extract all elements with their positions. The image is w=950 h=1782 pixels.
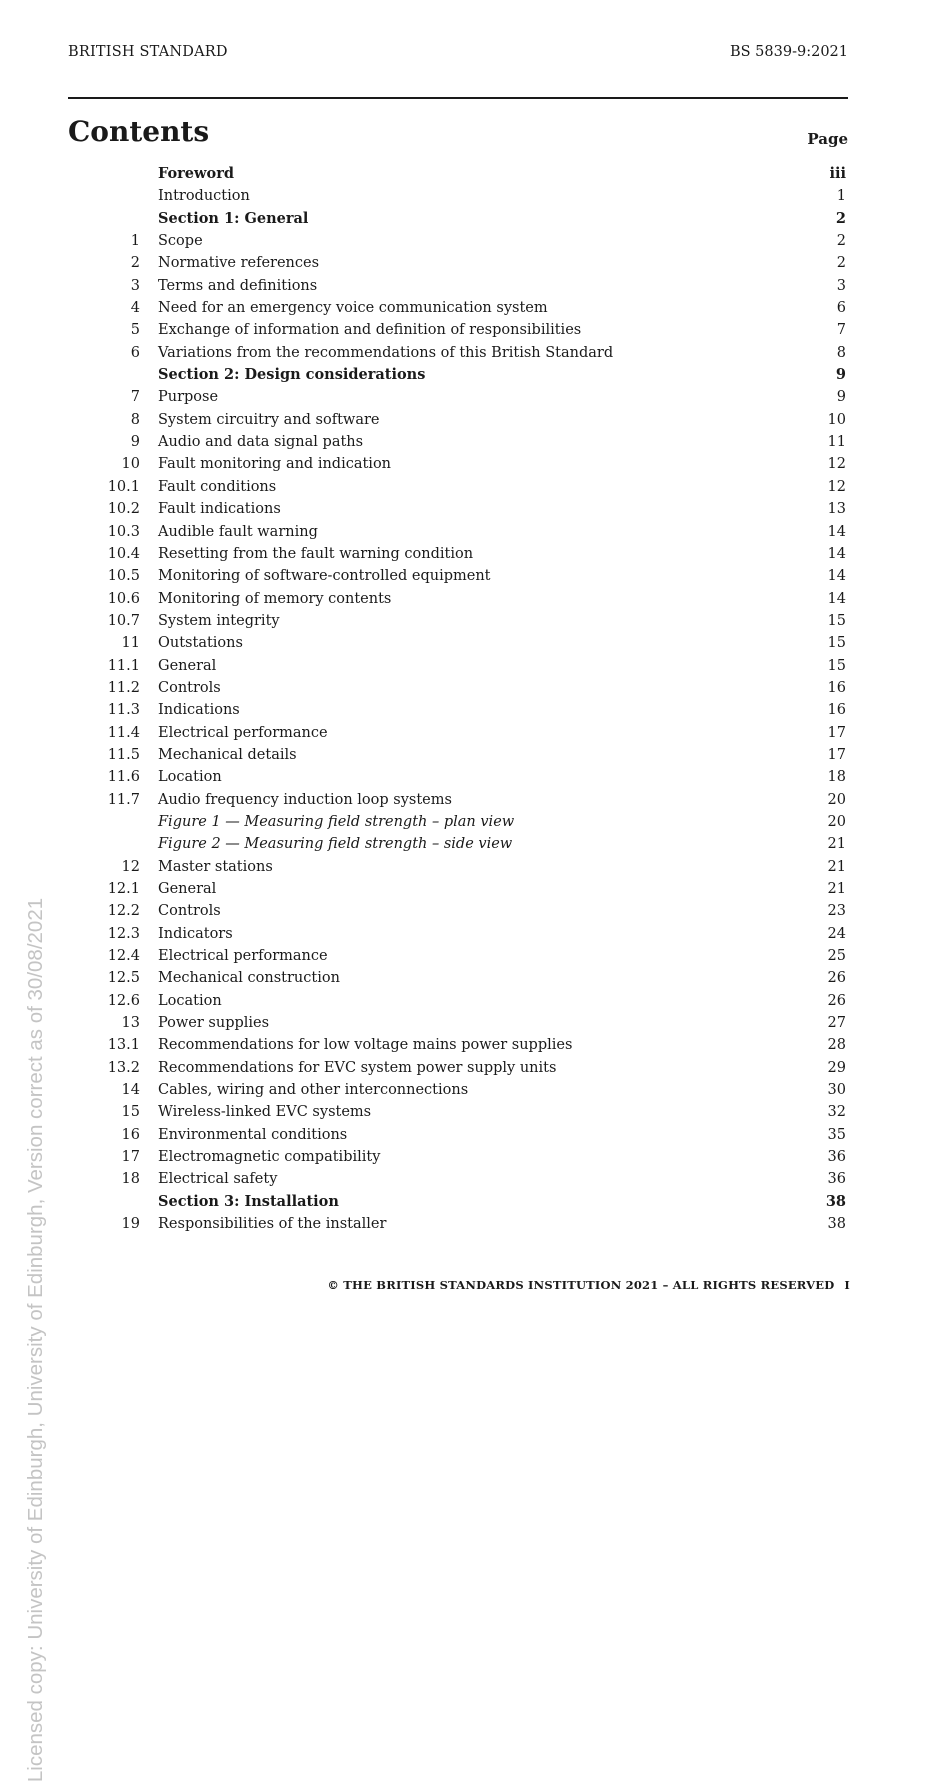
toc-entry[interactable] bbox=[0, 1124, 950, 1146]
toc-entry-number: 4 bbox=[130, 300, 140, 317]
toc-entry-title: Need for an emergency voice communication system bbox=[158, 300, 548, 317]
toc-entry-page: 23 bbox=[827, 903, 846, 920]
toc-entry-page: 8 bbox=[836, 344, 846, 361]
toc-entry-page: 28 bbox=[827, 1037, 846, 1054]
toc-entry-page: 9 bbox=[835, 366, 846, 384]
toc-entry-title: Fault indications bbox=[158, 501, 281, 518]
toc-entry-number: 11.1 bbox=[107, 657, 140, 674]
toc-entry-page: 30 bbox=[827, 1082, 846, 1099]
toc-entry[interactable] bbox=[0, 1191, 950, 1213]
toc-entry[interactable] bbox=[0, 453, 950, 475]
toc-entry-number: 11.2 bbox=[107, 679, 140, 696]
toc-entry-number: 5 bbox=[130, 322, 140, 339]
toc-entry-page: 21 bbox=[827, 836, 846, 853]
toc-entry-title: Recommendations for low voltage mains power supplies bbox=[158, 1037, 573, 1054]
toc-entry-page: 16 bbox=[827, 702, 846, 719]
toc-entry-number: 6 bbox=[130, 344, 140, 361]
toc-entry[interactable] bbox=[0, 521, 950, 543]
toc-entry[interactable] bbox=[0, 1213, 950, 1235]
toc-entry-number: 10.6 bbox=[107, 590, 140, 607]
toc-entry-number: 12.2 bbox=[107, 903, 140, 920]
toc-entry-page: 15 bbox=[827, 612, 846, 629]
toc-entry[interactable] bbox=[0, 789, 950, 811]
toc-entry[interactable] bbox=[0, 967, 950, 989]
toc-entry-page: 12 bbox=[827, 478, 846, 495]
toc-entry-title: Location bbox=[158, 992, 222, 1009]
toc-entry-page: 7 bbox=[836, 322, 846, 339]
toc-entry-title: Indications bbox=[158, 702, 240, 719]
toc-entry-number: 1 bbox=[130, 233, 140, 250]
toc-entry-title: Fault monitoring and indication bbox=[158, 456, 392, 473]
toc-entry[interactable] bbox=[0, 900, 950, 922]
toc-entry-page: 10 bbox=[827, 411, 846, 428]
toc-entry[interactable] bbox=[0, 543, 950, 565]
toc-entry[interactable] bbox=[0, 923, 950, 945]
toc-entry-title: Master stations bbox=[158, 858, 273, 875]
toc-entry-title: Responsibilities of the installer bbox=[158, 1216, 387, 1233]
toc-entry-page: 2 bbox=[835, 209, 846, 227]
toc-entry-title: Section 1: General bbox=[158, 209, 309, 227]
toc-entry-title: Normative references bbox=[158, 255, 320, 272]
toc-entry-title: Cables, wiring and other interconnections bbox=[158, 1082, 469, 1099]
toc-entry[interactable] bbox=[0, 185, 950, 207]
toc-entry-title: Location bbox=[158, 769, 222, 786]
toc-entry-page: 24 bbox=[827, 925, 846, 942]
toc-entry[interactable] bbox=[0, 476, 950, 498]
toc-entry-page: 12 bbox=[827, 456, 846, 473]
table-of-contents bbox=[0, 163, 950, 1236]
toc-entry-page: 35 bbox=[827, 1126, 846, 1143]
toc-entry-number: 13 bbox=[121, 1015, 140, 1032]
toc-entry-page: 11 bbox=[827, 434, 846, 451]
toc-entry[interactable] bbox=[0, 208, 950, 230]
toc-entry-page: 36 bbox=[827, 1149, 846, 1166]
toc-entry[interactable] bbox=[0, 431, 950, 453]
toc-entry[interactable] bbox=[0, 230, 950, 252]
toc-entry-page: 14 bbox=[827, 568, 846, 585]
toc-entry-number: 11.4 bbox=[107, 724, 140, 741]
toc-entry-number: 11.7 bbox=[107, 791, 140, 808]
toc-entry-title: Exchange of information and definition of responsibilities bbox=[158, 322, 582, 339]
toc-entry-title: System circuitry and software bbox=[158, 411, 380, 428]
header-rule bbox=[68, 97, 848, 99]
toc-entry-page: 16 bbox=[827, 679, 846, 696]
toc-entry-number: 11 bbox=[121, 635, 140, 652]
toc-entry-page: 25 bbox=[827, 948, 846, 965]
toc-entry-page: 38 bbox=[825, 1192, 846, 1210]
toc-entry-number: 10.2 bbox=[107, 501, 140, 518]
toc-entry-page: 14 bbox=[827, 545, 846, 562]
toc-entry[interactable] bbox=[0, 699, 950, 721]
toc-entry-title: Mechanical details bbox=[158, 746, 297, 763]
toc-entry-page: 26 bbox=[827, 970, 846, 987]
toc-entry-title: Section 3: Installation bbox=[158, 1192, 339, 1210]
toc-entry-number: 11.3 bbox=[107, 702, 140, 719]
toc-entry-number: 2 bbox=[130, 255, 140, 272]
toc-entry-number: 10.3 bbox=[107, 523, 140, 540]
toc-entry-title: Section 2: Design considerations bbox=[158, 366, 426, 384]
toc-entry-page: 2 bbox=[836, 233, 846, 250]
toc-entry-title: Resetting from the fault warning condition bbox=[158, 545, 474, 562]
toc-entry-title: Mechanical construction bbox=[158, 970, 340, 987]
license-watermark: Licensed copy: University of Edinburgh, University of Edinburgh, Version correct as of 30/08/2021 bbox=[24, 897, 47, 1782]
toc-entry-title: Scope bbox=[158, 233, 203, 250]
toc-entry-page: 15 bbox=[827, 657, 846, 674]
toc-entry[interactable] bbox=[0, 252, 950, 274]
toc-entry[interactable] bbox=[0, 945, 950, 967]
toc-entry[interactable] bbox=[0, 610, 950, 632]
toc-entry[interactable] bbox=[0, 1012, 950, 1034]
toc-entry[interactable] bbox=[0, 386, 950, 408]
toc-entry-title: General bbox=[158, 657, 217, 674]
toc-entry-page: 29 bbox=[827, 1059, 846, 1076]
toc-entry-page: 21 bbox=[827, 881, 846, 897]
toc-entry[interactable] bbox=[0, 677, 950, 699]
toc-entry-title: Variations from the recommendations of this British Standard bbox=[158, 344, 614, 361]
toc-entry-page: 36 bbox=[827, 1171, 846, 1188]
toc-entry[interactable] bbox=[0, 811, 950, 833]
toc-entry-title: General bbox=[158, 881, 217, 897]
toc-entry-number: 12.3 bbox=[107, 925, 140, 942]
toc-entry[interactable] bbox=[0, 297, 950, 319]
toc-entry[interactable] bbox=[0, 342, 950, 364]
toc-entry-title: Environmental conditions bbox=[158, 1126, 348, 1143]
toc-entry-page: 17 bbox=[827, 724, 846, 741]
toc-entry[interactable] bbox=[0, 1101, 950, 1123]
toc-entry-title: Power supplies bbox=[158, 1015, 270, 1032]
toc-entry-title: Foreword bbox=[158, 165, 234, 182]
toc-entry-page: 14 bbox=[827, 590, 846, 607]
toc-entry-number: 9 bbox=[130, 434, 140, 451]
toc-entry-title: Indicators bbox=[158, 925, 233, 942]
toc-entry-page: 18 bbox=[827, 769, 846, 786]
toc-entry-title: Introduction bbox=[158, 188, 250, 205]
toc-entry[interactable] bbox=[0, 1168, 950, 1190]
toc-entry[interactable] bbox=[0, 364, 950, 386]
footer bbox=[327, 1278, 850, 1292]
toc-entry-number: 3 bbox=[130, 277, 140, 294]
toc-entry-title: Monitoring of memory contents bbox=[158, 590, 392, 607]
footer-page-number: I bbox=[844, 1278, 850, 1292]
toc-entry-page: 1 bbox=[836, 188, 846, 205]
toc-entry-title: Purpose bbox=[158, 389, 219, 406]
toc-entry-number: 11.6 bbox=[107, 769, 140, 786]
toc-entry-number: 12.5 bbox=[107, 970, 140, 987]
toc-entry-number: 14 bbox=[121, 1082, 140, 1099]
toc-entry[interactable] bbox=[0, 409, 950, 431]
toc-entry-page: 14 bbox=[827, 523, 846, 540]
footer-copyright: © THE BRITISH STANDARDS INSTITUTION 2021 – ALL RIGHTS RESERVED bbox=[327, 1278, 835, 1292]
toc-entry[interactable] bbox=[0, 722, 950, 744]
toc-entry[interactable] bbox=[0, 990, 950, 1012]
toc-entry-number: 19 bbox=[121, 1216, 140, 1233]
toc-entry[interactable] bbox=[0, 163, 950, 185]
toc-entry-page: 20 bbox=[827, 813, 846, 830]
toc-entry-number: 12.1 bbox=[107, 881, 140, 897]
toc-entry-page: 2 bbox=[836, 255, 846, 272]
toc-entry[interactable] bbox=[0, 565, 950, 587]
toc-entry[interactable] bbox=[0, 498, 950, 520]
toc-entry-title: Wireless-linked EVC systems bbox=[158, 1104, 372, 1121]
toc-entry[interactable] bbox=[0, 319, 950, 341]
toc-entry-page: 20 bbox=[827, 791, 846, 808]
toc-entry-number: 18 bbox=[121, 1171, 140, 1188]
toc-entry[interactable] bbox=[0, 275, 950, 297]
header-standard-label: BRITISH STANDARD bbox=[68, 44, 228, 60]
toc-entry[interactable] bbox=[0, 878, 950, 900]
toc-entry-number: 11.5 bbox=[107, 746, 140, 763]
toc-entry-number: 17 bbox=[121, 1149, 140, 1166]
toc-entry[interactable] bbox=[0, 655, 950, 677]
toc-entry[interactable] bbox=[0, 766, 950, 788]
toc-entry-number: 7 bbox=[130, 389, 140, 406]
toc-entry-title: Audible fault warning bbox=[158, 523, 318, 540]
toc-entry-number: 10.1 bbox=[107, 478, 140, 495]
toc-entry-title: Controls bbox=[158, 903, 221, 920]
toc-entry-title: Audio frequency induction loop systems bbox=[158, 791, 452, 808]
toc-entry-title: Electromagnetic compatibility bbox=[158, 1149, 381, 1166]
toc-entry-page: 9 bbox=[836, 389, 846, 406]
toc-entry-page: 15 bbox=[827, 635, 846, 652]
toc-entry[interactable] bbox=[0, 1146, 950, 1168]
page-column-label: Page bbox=[807, 130, 848, 148]
toc-entry-title: Recommendations for EVC system power supply units bbox=[158, 1059, 557, 1076]
toc-entry-number: 12 bbox=[121, 858, 140, 875]
toc-entry-number: 8 bbox=[130, 411, 140, 428]
toc-entry-page: 26 bbox=[827, 992, 846, 1009]
toc-entry[interactable] bbox=[0, 1079, 950, 1101]
toc-entry-title: Electrical performance bbox=[158, 724, 328, 741]
toc-entry-page: 3 bbox=[836, 277, 846, 294]
toc-entry[interactable] bbox=[0, 1057, 950, 1079]
toc-entry-title: Figure 2 — Measuring field strength – side view bbox=[158, 836, 513, 853]
toc-entry-title: Electrical safety bbox=[158, 1171, 278, 1188]
toc-entry-title: Terms and definitions bbox=[158, 277, 318, 294]
toc-entry-title: Electrical performance bbox=[158, 948, 328, 965]
toc-entry-number: 10.7 bbox=[107, 612, 140, 629]
toc-entry-title: Audio and data signal paths bbox=[158, 434, 364, 451]
toc-entry-title: Figure 1 — Measuring field strength – plan view bbox=[158, 813, 515, 830]
toc-entry-page: 27 bbox=[827, 1015, 846, 1032]
page-title: Contents bbox=[68, 115, 210, 148]
toc-entry[interactable] bbox=[0, 632, 950, 654]
toc-entry-number: 10.5 bbox=[107, 568, 140, 585]
toc-entry[interactable] bbox=[0, 588, 950, 610]
toc-entry-title: Fault conditions bbox=[158, 478, 277, 495]
header-standard-number: BS 5839-9:2021 bbox=[729, 44, 848, 60]
toc-entry[interactable] bbox=[0, 833, 950, 855]
toc-entry-page: 21 bbox=[827, 858, 846, 875]
toc-entry-title: Controls bbox=[158, 679, 221, 696]
toc-entry-number: 13.1 bbox=[107, 1037, 140, 1054]
toc-entry-title: Outstations bbox=[158, 635, 243, 652]
toc-entry-number: 16 bbox=[121, 1126, 140, 1143]
toc-entry-number: 15 bbox=[121, 1104, 140, 1121]
toc-entry-number: 10.4 bbox=[107, 545, 140, 562]
toc-entry-number: 13.2 bbox=[107, 1059, 140, 1076]
toc-entry-number: 10 bbox=[121, 456, 140, 473]
toc-entry[interactable] bbox=[0, 1034, 950, 1056]
toc-entry-title: Monitoring of software-controlled equipment bbox=[158, 568, 491, 585]
toc-entry-page: 6 bbox=[836, 300, 846, 317]
toc-entry[interactable] bbox=[0, 744, 950, 766]
toc-entry-number: 12.6 bbox=[107, 992, 140, 1009]
toc-entry-page: 38 bbox=[827, 1216, 846, 1233]
toc-entry-page: iii bbox=[829, 165, 846, 182]
toc-entry-page: 17 bbox=[827, 746, 846, 763]
toc-entry-page: 13 bbox=[827, 501, 846, 518]
toc-entry-number: 12.4 bbox=[107, 948, 140, 965]
toc-entry-title: System integrity bbox=[158, 612, 280, 629]
toc-entry-page: 32 bbox=[827, 1104, 846, 1121]
toc-entry[interactable] bbox=[0, 856, 950, 878]
